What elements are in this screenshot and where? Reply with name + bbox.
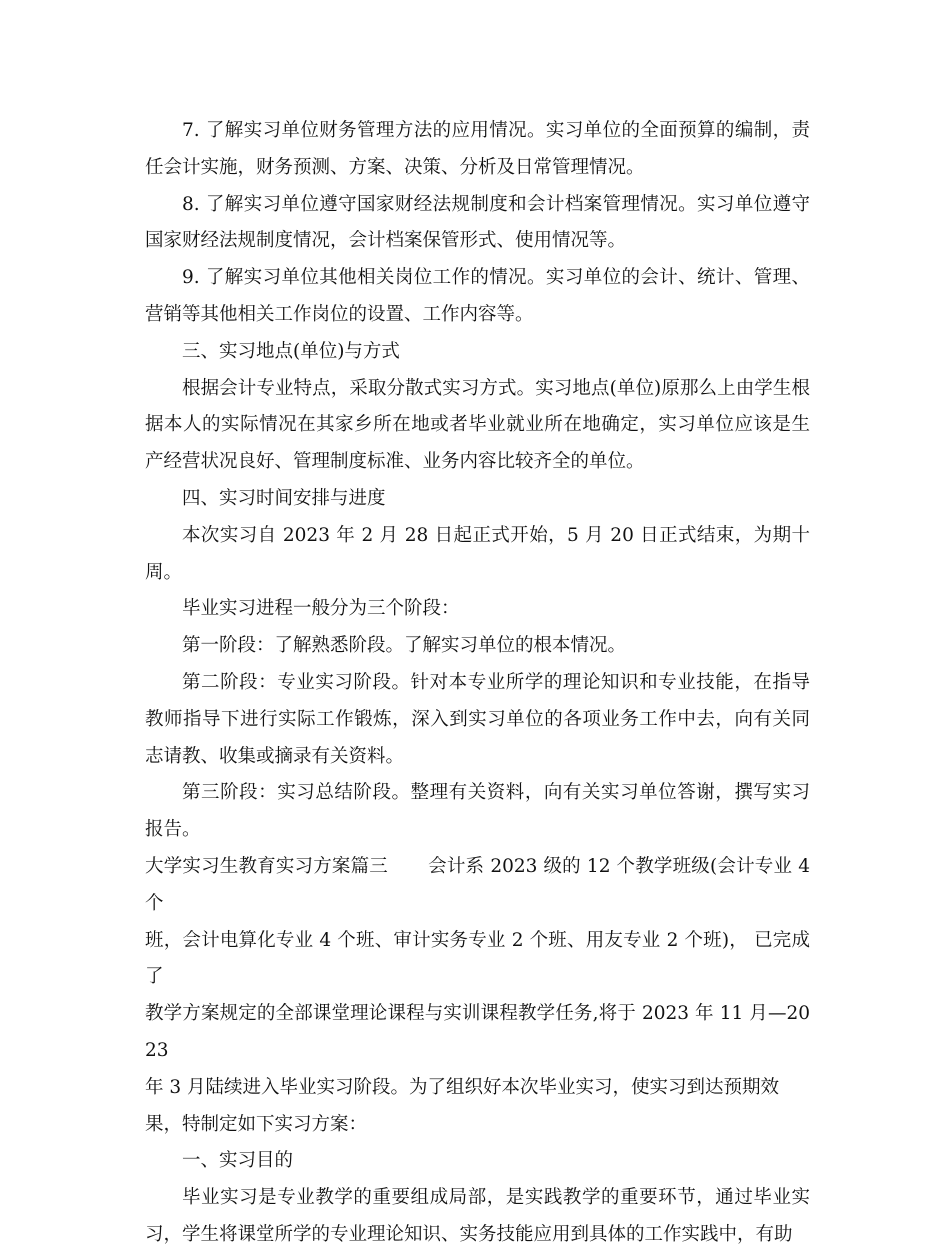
section-title: 大学实习生教育实习方案篇三 xyxy=(145,855,388,877)
section-intro-line-5: 果，特制定如下实习方案： xyxy=(145,1113,368,1135)
paragraph-item-8: 8. 了解实习单位遵守国家财经法规制度和会计档案管理情况。实习单位遵守国家财经法规制度情况，会计档案保管形式、使用情况等。 xyxy=(145,193,810,252)
section-intro xyxy=(145,849,810,1143)
document-body xyxy=(145,113,810,1254)
paragraph-item-7: 7. 了解实习单位财务管理方法的应用情况。实习单位的全面预算的编制，责任会计实施，财务预测、方案、决策、分析及日常管理情况。 xyxy=(145,120,810,178)
section-intro-line-4: 年 3 月陆续进入毕业实习阶段。为了组织好本次毕业实习，使实习到达预期效 xyxy=(145,1076,780,1098)
paragraph-location: 根据会计专业特点，采取分散式实习方式。实习地点(单位)原那么上由学生根据本人的实际情况在其家乡所在地或者毕业就业所在地确定，实习单位应该是生产经营状况良好、管理制度标准、业务内容比较齐全的单位。 xyxy=(145,377,810,473)
section-heading-schedule: 四、实习时间安排与进度 xyxy=(182,487,386,509)
section-intro-line-1: 会计系 2023 级的 12 个教学班级(会计专业 4 个 xyxy=(145,855,810,914)
paragraph-item-9: 9. 了解实习单位其他相关岗位工作的情况。实习单位的会计、统计、管理、营销等其他相关工作岗位的设置、工作内容等。 xyxy=(145,267,810,325)
paragraph-purpose: 毕业实习是专业教学的重要组成局部，是实践教学的重要环节，通过毕业实习，学生将课堂所学的专业理论知识、实务技能应用到具体的工作实践中，有助 xyxy=(145,1187,810,1245)
paragraph-schedule-dates: 本次实习自 2023 年 2 月 28 日起正式开始，5 月 20 日正式结束，为期十周。 xyxy=(145,524,810,583)
section-heading-purpose: 一、实习目的 xyxy=(182,1150,294,1172)
paragraph-stage-2: 第二阶段：专业实习阶段。针对本专业所学的理论知识和专业技能，在指导教师指导下进行实际工作锻炼，深入到实习单位的各项业务工作中去，向有关同志请教、收集或摘录有关资料。 xyxy=(145,671,810,767)
section-heading-location: 三、实习地点(单位)与方式 xyxy=(182,340,400,362)
paragraph-stages-intro: 毕业实习进程一般分为三个阶段： xyxy=(182,598,460,620)
paragraph-stage-3: 第三阶段：实习总结阶段。整理有关资料，向有关实习单位答谢，撰写实习报告。 xyxy=(145,782,810,841)
section-intro-line-2: 班，会计电算化专业 4 个班、审计实务专业 2 个班、用友专业 2 个班)， 已完成了 xyxy=(145,929,810,988)
paragraph-stage-1: 第一阶段：了解熟悉阶段。了解实习单位的根本情况。 xyxy=(182,635,627,657)
section-intro-line-3: 教学方案规定的全部课堂理论课程与实训课程教学任务,将于 2023 年 11 月—2023 xyxy=(145,1003,810,1061)
